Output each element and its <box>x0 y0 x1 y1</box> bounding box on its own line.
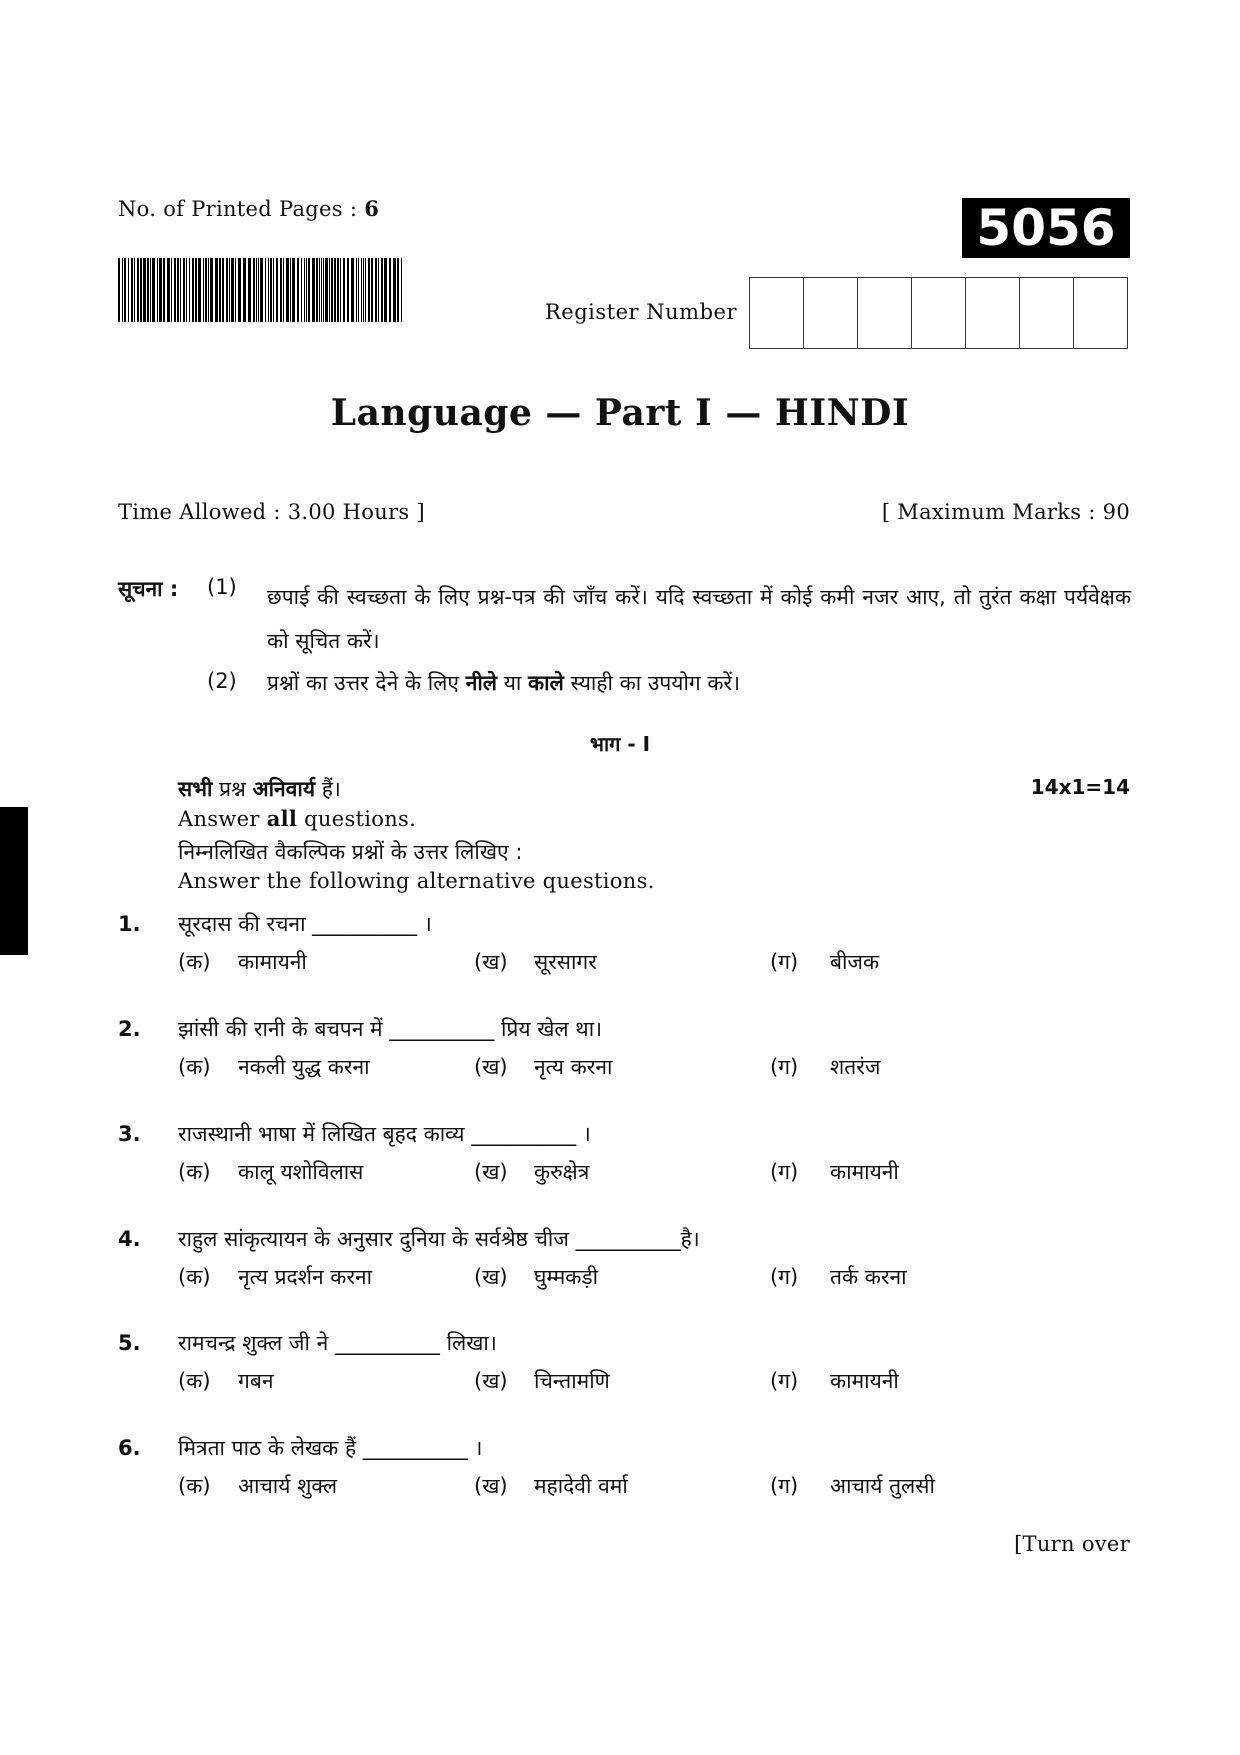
option-3 <box>770 1158 899 1186</box>
option-text: गबन <box>238 1369 274 1393</box>
barcode-bar <box>253 258 255 322</box>
barcode-bar <box>306 258 307 322</box>
option-text: नृत्य करना <box>534 1055 613 1079</box>
option-text: चिन्तामणि <box>534 1369 610 1393</box>
turn-over-note: [Turn over <box>1014 1532 1130 1556</box>
option-1 <box>178 948 307 976</box>
question-2 <box>0 1017 1240 1087</box>
register-digit-box[interactable] <box>804 278 858 348</box>
question-number: 6. <box>118 1436 141 1460</box>
option-label: (क) <box>178 950 211 974</box>
printed-pages-value: 6 <box>364 196 380 221</box>
barcode-bar <box>389 258 391 322</box>
option-text: नकली युद्ध करना <box>238 1055 370 1079</box>
barcode-bar <box>280 258 282 322</box>
option-text: नृत्य प्रदर्शन करना <box>238 1265 373 1289</box>
barcode-bar <box>304 258 305 322</box>
barcode-bar <box>186 258 187 322</box>
question-number: 3. <box>118 1122 141 1146</box>
barcode-bar <box>276 258 278 322</box>
question-number: 4. <box>118 1227 141 1251</box>
barcode-bar <box>331 258 333 322</box>
barcode-bar <box>361 258 362 322</box>
barcode-bar <box>124 258 126 322</box>
option-label: (क) <box>178 1265 211 1289</box>
barcode-bar <box>192 258 194 322</box>
barcode-bar <box>231 258 234 322</box>
question-3 <box>0 1122 1240 1192</box>
option-1 <box>178 1263 372 1291</box>
option-3 <box>770 1053 880 1081</box>
barcode-bar <box>183 258 185 322</box>
barcode-bar <box>131 258 133 322</box>
barcode-bar <box>337 258 339 322</box>
barcode-bar <box>283 258 284 322</box>
paper-code: 5056 <box>962 198 1130 258</box>
barcode-bar <box>189 258 190 322</box>
option-label: (ख) <box>474 1160 508 1184</box>
question-5 <box>0 1331 1240 1401</box>
barcode-bar <box>238 258 241 322</box>
barcode-bar <box>134 258 135 322</box>
barcode-bar <box>265 258 266 322</box>
barcode-bar <box>343 258 345 322</box>
barcode-bar <box>292 258 295 322</box>
compulsory-note-hindi <box>178 775 341 803</box>
option-text: कामायनी <box>830 1369 899 1393</box>
barcode-bar <box>273 258 274 322</box>
barcode-bar <box>393 258 396 322</box>
notice-item-2-black: काले <box>528 671 564 695</box>
barcode-bar <box>256 258 257 322</box>
barcode-bar <box>308 258 310 322</box>
barcode-bar <box>235 258 236 322</box>
question-stem: सूरदास की रचना __________ । <box>178 912 432 936</box>
register-digit-box[interactable] <box>966 278 1020 348</box>
option-label: (ग) <box>770 1055 799 1079</box>
barcode-bar <box>174 258 176 322</box>
barcode-bar <box>270 258 272 322</box>
barcode-bar <box>340 258 341 322</box>
question-stem: झांसी की रानी के बचपन में __________ प्रिय खेल था। <box>178 1017 603 1041</box>
barcode-bar <box>384 258 387 322</box>
option-1 <box>178 1367 273 1395</box>
barcode-bar <box>363 258 364 322</box>
barcode-bar <box>195 258 197 322</box>
time-allowed: Time Allowed : 3.00 Hours ] <box>118 500 425 524</box>
barcode-bar <box>347 258 349 322</box>
option-label: (क) <box>178 1369 211 1393</box>
barcode-bar <box>118 258 120 322</box>
option-text: आचार्य शुक्ल <box>238 1474 338 1498</box>
barcode-bar <box>365 258 366 322</box>
option-label: (ग) <box>770 1160 799 1184</box>
barcode-bar <box>222 258 224 322</box>
compulsory-all: सभी <box>178 777 213 801</box>
barcode-bar <box>381 258 383 322</box>
barcode-image <box>118 258 402 322</box>
option-text: कुरुक्षेत्र <box>534 1160 590 1184</box>
edge-registration-mark <box>0 807 28 955</box>
barcode-bar <box>203 258 204 322</box>
barcode-bar <box>171 258 172 322</box>
barcode-bar <box>180 258 181 322</box>
option-3 <box>770 1263 907 1291</box>
barcode-bar <box>215 258 218 322</box>
compulsory-question: प्रश्न <box>219 777 246 801</box>
barcode-bar <box>297 258 299 322</box>
barcode-bar <box>205 258 207 322</box>
barcode-bar <box>351 258 354 322</box>
option-2 <box>474 1472 628 1500</box>
barcode-bar <box>157 258 158 322</box>
answer-all-note <box>178 806 416 831</box>
option-text: तर्क करना <box>830 1265 907 1289</box>
printed-pages-info <box>118 196 379 221</box>
barcode-bar <box>375 258 377 322</box>
section-title: भाग - I <box>589 732 651 756</box>
option-2 <box>474 1053 612 1081</box>
barcode-bar <box>248 258 251 322</box>
barcode-bar <box>167 258 170 322</box>
answer-all-bold: all <box>266 806 298 831</box>
barcode-bar <box>397 258 399 322</box>
marks-scheme: 14x1=14 <box>1030 775 1130 799</box>
barcode-bar <box>243 258 246 322</box>
paper-title: Language — Part I — HINDI <box>330 392 910 434</box>
barcode-bar <box>286 258 289 322</box>
printed-pages-label: No. of Printed Pages : <box>118 197 358 221</box>
register-digit-box[interactable] <box>858 278 912 348</box>
notice-item-2-blue: नीले <box>465 671 498 695</box>
notice-item-1-number: (1) <box>207 575 237 599</box>
option-text: बीजक <box>830 950 880 974</box>
barcode-bar <box>177 258 179 322</box>
option-text: शतरंज <box>830 1055 881 1079</box>
notice-item-1-text: छपाई की स्वच्छता के लिए प्रश्न-पत्र की जाँच करें। यदि स्वच्छता में कोई कमी नजर आए, तो तुरंत कक्षा पर्यवेक्षक को सूचित करें। <box>267 585 1131 653</box>
register-digit-box[interactable] <box>750 278 804 348</box>
barcode-bar <box>198 258 201 322</box>
option-3 <box>770 948 879 976</box>
barcode-bar <box>401 258 402 322</box>
barcode-bar <box>143 258 146 322</box>
barcode-bar <box>334 258 336 322</box>
barcode-bar <box>321 258 322 322</box>
option-2 <box>474 1367 610 1395</box>
barcode-bar <box>290 258 291 322</box>
option-1 <box>178 1053 370 1081</box>
barcode-bar <box>229 258 230 322</box>
notice-label: सूचना : <box>118 577 179 601</box>
option-3 <box>770 1367 899 1395</box>
barcode-bar <box>371 258 373 322</box>
barcode-bar <box>150 258 151 322</box>
register-number-label: Register Number <box>545 300 737 324</box>
option-label: (ख) <box>474 1474 508 1498</box>
barcode-bar <box>128 258 129 322</box>
notice-item-2-part: स्याही का उपयोग करें। <box>570 671 741 695</box>
question-6 <box>0 1436 1240 1506</box>
barcode-bar <box>323 258 324 322</box>
barcode-bar <box>147 258 149 322</box>
register-digit-box[interactable] <box>912 278 966 348</box>
option-label: (ग) <box>770 1474 799 1498</box>
barcode-bar <box>301 258 302 322</box>
option-label: (क) <box>178 1055 211 1079</box>
option-3 <box>770 1472 935 1500</box>
barcode-bar <box>325 258 328 322</box>
compulsory-word: अनिवार्य <box>252 777 316 801</box>
notice-item-2-part: या <box>503 671 522 695</box>
barcode-bar <box>137 258 139 322</box>
barcode-bar <box>329 258 330 322</box>
option-2 <box>474 1263 598 1291</box>
question-stem: रामचन्द्र शुक्ल जी ने __________ लिखा। <box>178 1331 497 1355</box>
option-text: आचार्य तुलसी <box>830 1474 935 1498</box>
answer-all-pre: Answer <box>178 807 260 831</box>
notice-item-2-part: प्रश्नों का उत्तर देने के लिए <box>267 671 460 695</box>
barcode-bar <box>208 258 209 322</box>
option-2 <box>474 1158 589 1186</box>
option-text: कालू यशोविलास <box>238 1160 364 1184</box>
option-2 <box>474 948 597 976</box>
answer-all-post: questions. <box>304 807 417 831</box>
barcode-bar <box>268 258 269 322</box>
barcode-bar <box>260 258 263 322</box>
option-text: सूरसागर <box>534 950 597 974</box>
register-digit-box[interactable] <box>1074 278 1127 348</box>
barcode-bar <box>226 258 228 322</box>
maximum-marks: [ Maximum Marks : 90 <box>881 500 1130 524</box>
question-number: 2. <box>118 1017 141 1041</box>
option-label: (ख) <box>474 1265 508 1289</box>
register-digit-box[interactable] <box>1020 278 1074 348</box>
barcode-bar <box>312 258 315 322</box>
barcode-bar <box>258 258 259 322</box>
question-stem: राजस्थानी भाषा में लिखित बृहद काव्य __________ । <box>178 1122 591 1146</box>
barcode-bar <box>368 258 370 322</box>
option-text: घुम्मकड़ी <box>534 1265 599 1289</box>
barcode-bar <box>358 258 359 322</box>
barcode-bar <box>152 258 155 322</box>
barcode-bar <box>356 258 357 322</box>
option-label: (ग) <box>770 1265 799 1289</box>
barcode-bar <box>378 258 379 322</box>
alternative-note-english: Answer the following alternative questions. <box>178 869 655 893</box>
option-text: कामायनी <box>238 950 307 974</box>
option-1 <box>178 1472 337 1500</box>
option-label: (ग) <box>770 950 799 974</box>
question-number: 5. <box>118 1331 141 1355</box>
barcode-bar <box>140 258 142 322</box>
option-text: महादेवी वर्मा <box>534 1474 628 1498</box>
option-label: (क) <box>178 1160 211 1184</box>
question-1 <box>0 912 1240 982</box>
barcode-bar <box>219 258 221 322</box>
question-4 <box>0 1227 1240 1297</box>
barcode-bar <box>210 258 213 322</box>
barcode-bar <box>316 258 318 322</box>
question-number: 1. <box>118 912 141 936</box>
barcode-bar <box>163 258 165 322</box>
option-label: (क) <box>178 1474 211 1498</box>
option-label: (ख) <box>474 1055 508 1079</box>
register-number-boxes[interactable] <box>749 277 1128 349</box>
option-1 <box>178 1158 363 1186</box>
barcode-bar <box>122 258 123 322</box>
barcode-bar <box>159 258 162 322</box>
notice-item-2-number: (2) <box>207 669 237 693</box>
barcode-bar <box>319 258 320 322</box>
option-label: (ख) <box>474 1369 508 1393</box>
option-label: (ग) <box>770 1369 799 1393</box>
option-label: (ख) <box>474 950 508 974</box>
compulsory-end: हैं। <box>321 777 341 801</box>
notice-item-2-text <box>267 669 740 697</box>
question-stem: राहुल सांकृत्यायन के अनुसार दुनिया के सर्वश्रेष्ठ चीज __________है। <box>178 1227 700 1251</box>
question-stem: मित्रता पाठ के लेखक हैं __________ । <box>178 1436 483 1460</box>
alternative-note-hindi: निम्नलिखित वैकल्पिक प्रश्नों के उत्तर लिखिए : <box>178 840 523 864</box>
option-text: कामायनी <box>830 1160 899 1184</box>
